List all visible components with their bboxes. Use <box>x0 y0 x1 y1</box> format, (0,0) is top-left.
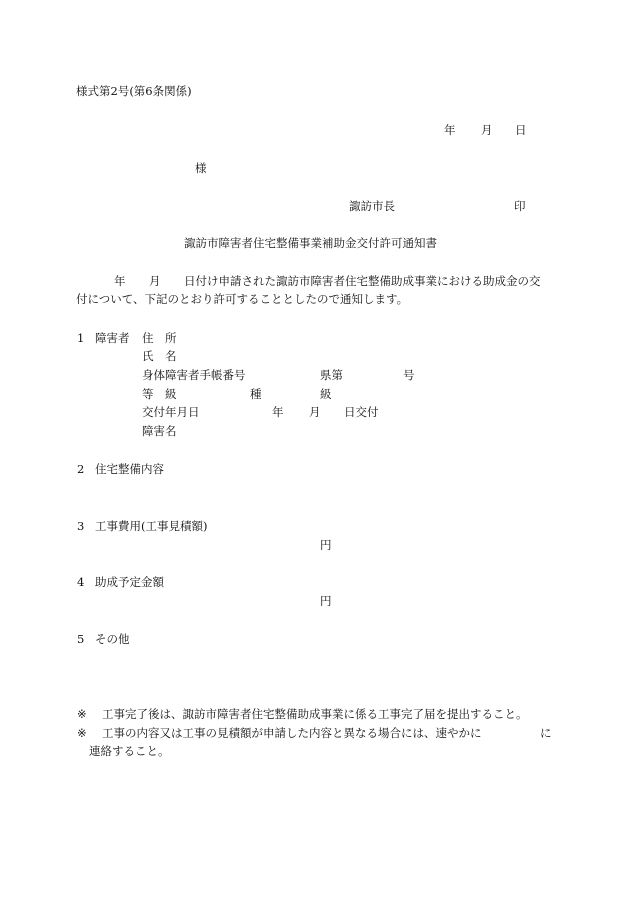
item-4-number: 4 <box>77 575 85 589</box>
form-number: 様式第2号(第6条関係) <box>76 84 192 98</box>
note-2-text: 工事の内容又は工事の見積額が申請した内容と異なる場合には、速やかに <box>102 726 482 740</box>
addressee-suffix: 様 <box>195 161 207 175</box>
item-1-number: 1 <box>77 331 85 345</box>
item-3-label: 工事費用(工事見積額) <box>95 519 208 533</box>
note-1-mark: ※ <box>77 707 87 721</box>
grade-suffix: 級 <box>320 387 332 401</box>
body-line-1: 日付け申請された諏訪市障害者住宅整備助成事業における助成金の交 <box>184 274 541 288</box>
disability-name-label: 障害名 <box>142 424 177 438</box>
address-label: 住 所 <box>142 331 177 345</box>
prefecture-label: 県第 <box>320 368 343 382</box>
item-2-number: 2 <box>77 462 85 476</box>
sender-name: 諏訪市長 <box>349 199 395 213</box>
note-1-text: 工事完了後は、諏訪市障害者住宅整備助成事業に係る工事完了届を提出すること。 <box>102 707 528 721</box>
issue-day: 日交付 <box>344 405 379 419</box>
item-3-currency: 円 <box>320 538 332 552</box>
date-day: 日 <box>515 123 527 137</box>
issue-month: 月 <box>309 405 321 419</box>
item-5-number: 5 <box>77 632 85 646</box>
note-2-particle: に <box>540 726 552 740</box>
document-title: 諏訪市障害者住宅整備事業補助金交付許可通知書 <box>184 236 437 250</box>
body-year: 年 <box>114 274 126 288</box>
issue-year: 年 <box>272 405 284 419</box>
seal-mark: 印 <box>514 199 526 213</box>
date-year: 年 <box>444 123 456 137</box>
item-4-label: 助成予定金額 <box>95 575 164 589</box>
note-2-continuation: 連絡すること。 <box>89 744 170 758</box>
item-5-label: その他 <box>95 632 130 646</box>
number-suffix: 号 <box>403 368 415 382</box>
note-2-mark: ※ <box>77 726 87 740</box>
date-month: 月 <box>481 123 493 137</box>
item-1-label: 障害者 <box>95 331 130 345</box>
item-4-currency: 円 <box>320 594 332 608</box>
issue-date-label: 交付年月日 <box>142 405 200 419</box>
handbook-number-label: 身体障害者手帳番号 <box>142 368 246 382</box>
body-month: 月 <box>149 274 161 288</box>
name-label: 氏 名 <box>142 349 177 363</box>
type-label: 種 <box>250 387 262 401</box>
item-2-label: 住宅整備内容 <box>95 462 164 476</box>
item-3-number: 3 <box>77 519 85 533</box>
body-line-2: 付について、下記のとおり許可することとしたので通知します。 <box>76 292 409 306</box>
grade-label: 等 級 <box>142 387 177 401</box>
